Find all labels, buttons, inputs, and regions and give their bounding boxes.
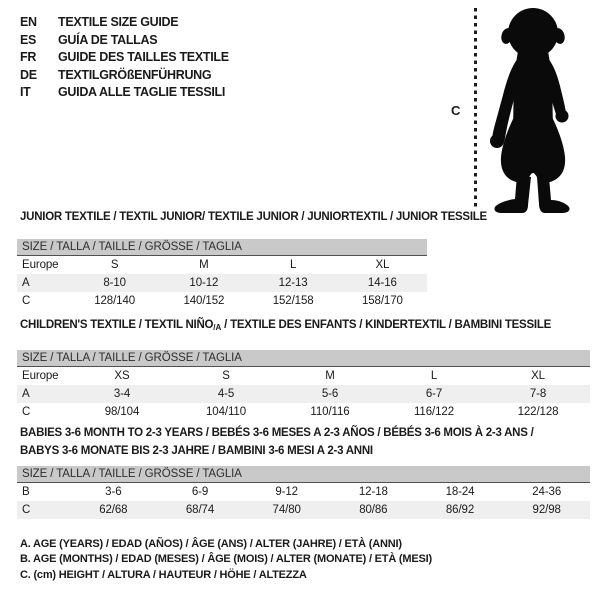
table-cell: 110/116 — [310, 406, 350, 418]
table-cell: 158/170 — [361, 295, 403, 307]
language-code: IT — [20, 85, 31, 99]
table-cell: 8-10 — [103, 277, 126, 289]
table-row — [17, 403, 590, 421]
table-cell: 140/152 — [183, 295, 225, 307]
table-cell: 104/110 — [205, 406, 247, 418]
language-row — [20, 32, 229, 50]
table-cell: 24-36 — [532, 486, 562, 498]
language-code: FR — [20, 50, 37, 64]
note-height-cm: C. (cm) HEIGHT / ALTURA / HAUTEUR / HÖHE / ALTEZZA — [20, 568, 307, 581]
table-cell: 152/158 — [272, 295, 314, 307]
language-row — [20, 14, 229, 32]
language-title: GUIDE DES TAILLES TEXTILE — [58, 50, 229, 64]
children-title-pre: CHILDREN'S TEXTILE / TEXTIL NIÑO — [20, 319, 214, 331]
table-cell: XS — [114, 370, 130, 382]
babies-section-title — [20, 424, 534, 460]
table-cell: 9-12 — [275, 486, 298, 498]
size-header-bar: SIZE / TALLA / TAILLE / GRÖSSE / TAGLIA — [17, 350, 590, 367]
table-row — [17, 483, 590, 501]
table-cell: M — [325, 370, 335, 382]
children-title-subscript: /A — [213, 323, 222, 332]
language-code: ES — [20, 32, 37, 47]
row-label: C — [22, 406, 31, 418]
language-title: TEXTILE SIZE GUIDE — [58, 15, 179, 29]
height-measure-label: C — [451, 103, 461, 118]
table-cell: M — [199, 259, 209, 271]
table-cell: 80/86 — [359, 504, 388, 516]
table-cell: 116/122 — [413, 406, 455, 418]
language-title: GUÍA DE TALLAS — [58, 32, 158, 47]
table-cell: 98/104 — [104, 406, 140, 418]
toddler-silhouette-image — [486, 5, 582, 215]
table-cell: 92/98 — [532, 504, 561, 516]
table-cell: XL — [375, 259, 390, 271]
table-cell: 74/80 — [272, 504, 301, 516]
legend-notes — [20, 537, 432, 583]
table-cell: L — [289, 259, 297, 271]
row-label: A — [22, 277, 30, 289]
table-cell: 3-4 — [113, 388, 131, 400]
language-title: GUIDA ALLE TAGLIE TESSILI — [58, 85, 226, 99]
table-row — [17, 385, 590, 403]
language-row — [20, 84, 229, 102]
language-row — [20, 49, 229, 67]
junior-size-table — [17, 239, 427, 310]
table-cell: 128/140 — [94, 295, 136, 307]
table-cell: 122/128 — [517, 406, 559, 418]
table-cell: 68/74 — [185, 504, 215, 516]
language-title-list — [20, 14, 229, 102]
table-cell: 7-8 — [529, 388, 547, 400]
babies-title-line1: BABIES 3-6 MONTH TO 2-3 YEARS / BEBÉS 3-6 MESES A 2-3 AÑOS / BÉBÉS 3-6 MOIS À 2-3 ANS / — [20, 427, 534, 439]
table-cell: XL — [531, 370, 545, 382]
row-label: A — [22, 388, 30, 400]
table-row — [17, 256, 427, 274]
table-cell: 3-6 — [105, 486, 122, 498]
table-row — [17, 274, 427, 292]
children-size-table — [17, 350, 590, 421]
babies-size-table — [17, 466, 590, 519]
table-row — [17, 367, 590, 385]
table-cell: 12-18 — [358, 486, 388, 498]
table-cell: 5-6 — [321, 388, 339, 400]
table-cell: 18-24 — [445, 486, 475, 498]
table-cell: S — [222, 370, 230, 382]
row-label: C — [22, 295, 31, 307]
table-cell: S — [110, 259, 119, 271]
language-title: TEXTILGRÖßENFÜHRUNG — [58, 67, 212, 82]
children-section-title — [20, 319, 551, 332]
table-cell: 86/92 — [445, 504, 475, 516]
table-cell: 4-5 — [217, 388, 235, 400]
table-cell: 6-9 — [191, 486, 209, 498]
row-label: B — [22, 486, 30, 498]
table-cell: 6-7 — [425, 388, 443, 400]
language-code: DE — [20, 67, 37, 82]
babies-title-line2: BABYS 3-6 MONATE BIS 2-3 JAHRE / BAMBINI 3-6 MESI A 2-3 ANNI — [20, 445, 373, 457]
row-label: C — [22, 504, 31, 516]
height-measure-dashed-line — [474, 8, 477, 207]
note-age-months: B. AGE (MONTHS) / EDAD (MESES) / ÂGE (MOIS) / ALTER (MONATE) / ETÀ (MESI) — [20, 553, 432, 566]
row-label: Europe — [22, 370, 59, 382]
size-header-bar: SIZE / TALLA / TAILLE / GRÖSSE / TAGLIA — [17, 239, 427, 256]
row-label: Europe — [22, 259, 59, 271]
note-age-years: A. AGE (YEARS) / EDAD (AÑOS) / ÂGE (ANS) / ALTER (JAHRE) / ETÀ (ANNI) — [20, 538, 402, 550]
table-row — [17, 292, 427, 310]
children-title-post: / TEXTILE DES ENFANTS / KINDERTEXTIL / BAMBINI TESSILE — [221, 319, 552, 331]
table-row — [17, 501, 590, 519]
table-cell: 10-12 — [189, 277, 219, 289]
size-header-bar: SIZE / TALLA / TAILLE / GRÖSSE / TAGLIA — [17, 466, 590, 483]
junior-section-title: JUNIOR TEXTILE / TEXTIL JUNIOR/ TEXTILE JUNIOR / JUNIORTEXTIL / JUNIOR TESSILE — [20, 211, 487, 223]
table-cell: 12-13 — [278, 277, 308, 289]
language-code: EN — [20, 15, 37, 29]
table-cell: L — [430, 370, 438, 382]
language-row — [20, 67, 229, 85]
table-cell: 14-16 — [367, 277, 397, 289]
table-cell: 62/68 — [99, 504, 128, 516]
